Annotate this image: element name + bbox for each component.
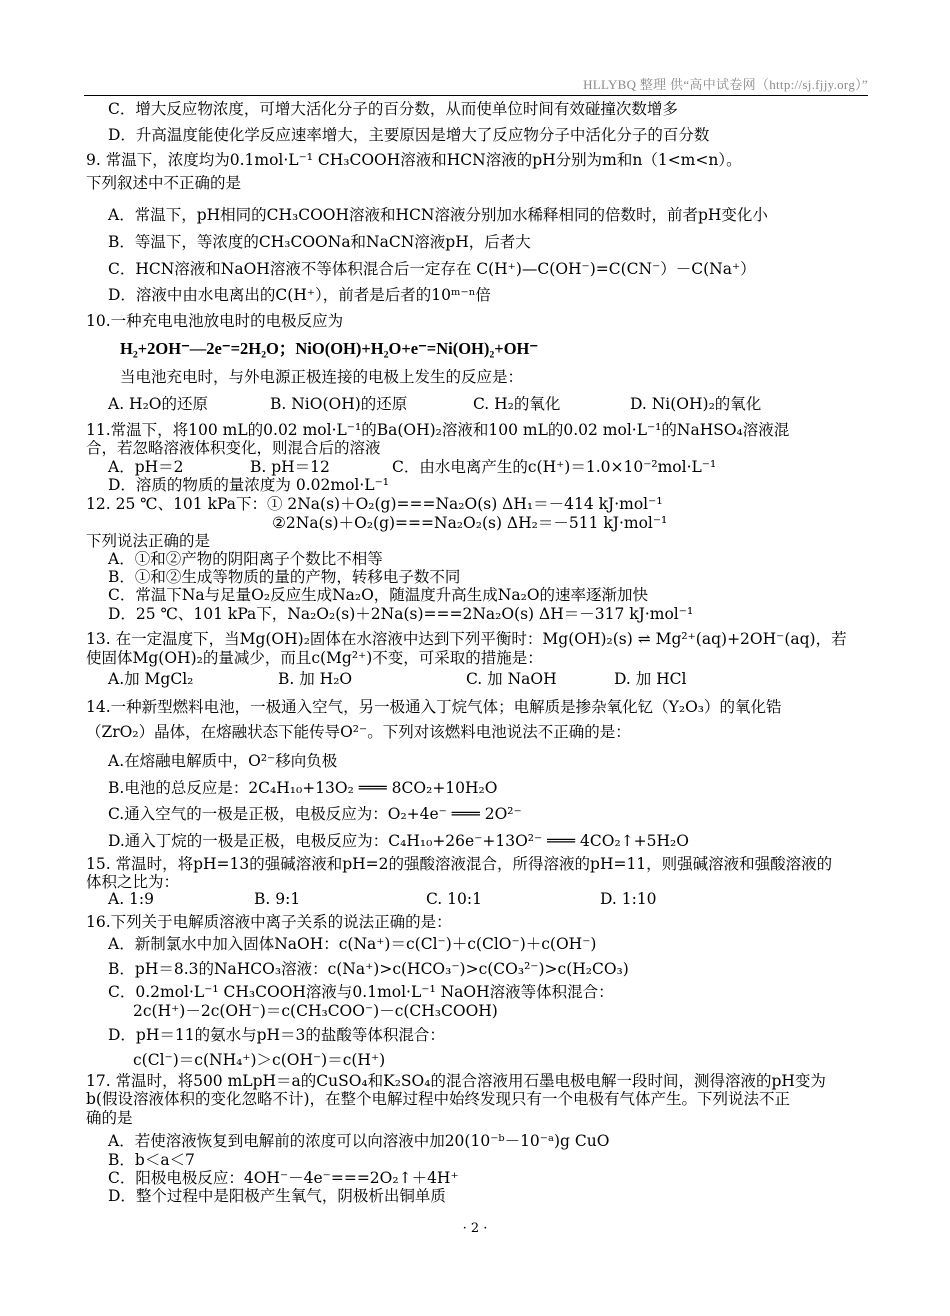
page-header: HLLYBQ 整理 供“高中试卷网（http://sj.fjjy.org）” xyxy=(583,77,868,92)
text-line: （ZrO₂）晶体，在熔融状态下能传导O²⁻。下列对该燃料电池说法不正确的是： xyxy=(86,723,631,741)
option: B. pH＝12 xyxy=(250,458,330,476)
options-q10 xyxy=(108,393,761,415)
option: C. 加 NaOH xyxy=(466,670,557,688)
question-10: 10.一种充电电池放电时的电极反应为 xyxy=(86,312,344,330)
option-line: D．25 ℃、101 kPa下，Na₂O₂(s)＋2Na(s)===2Na₂O(s) ΔH＝－317 kJ·mol⁻¹ xyxy=(108,605,694,623)
question-9: 9. 常温下，浓度均为0.1mol·L⁻¹ CH₃COOH溶液和HCN溶液的pH分别为m和n（1<m<n）。 xyxy=(86,151,742,169)
text-line: 下列说法正确的是 xyxy=(86,532,211,550)
question-14: 14.一种新型燃料电池，一极通入空气，另一极通入丁烷气体；电解质是掺杂氧化钇（Y₂O₃）的氧化锆 xyxy=(86,698,782,716)
question-16: 16.下列关于电解质溶液中离子关系的说法正确的是： xyxy=(86,913,452,931)
text-line: C．增大反应物浓度，可增大活化分子的百分数，从而使单位时间有效碰撞次数增多 xyxy=(108,100,678,118)
options-q15 xyxy=(108,888,657,910)
header-rule xyxy=(84,95,868,96)
option-line: C．HCN溶液和NaOH溶液不等体积混合后一定存在 C(H⁺)—C(OH⁻)=C(CN⁻）－C(Na⁺） xyxy=(108,260,756,278)
question-15: 15. 常温时，将pH=13的强碱溶液和pH=2的强酸溶液混合，所得溶液的pH=11，则强碱溶液和强酸溶液的 xyxy=(86,855,833,873)
option: B. NiO(OH)的还原 xyxy=(270,395,408,413)
text-line: 合，若忽略溶液体积变化，则混合后的溶液 xyxy=(86,439,381,457)
option: A.加 MgCl₂ xyxy=(108,670,194,688)
option-line: C．0.2mol·L⁻¹ CH₃COOH溶液与0.1mol·L⁻¹ NaOH溶液等体积混合： xyxy=(108,983,614,1001)
option-line: A．①和②产物的阴阳离子个数比不相等 xyxy=(108,550,383,568)
equation-line: 2c(H⁺)－2c(OH⁻)＝c(CH₃COO⁻)－c(CH₃COOH) xyxy=(133,1002,498,1020)
text-line: D．升高温度能使化学反应速率增大，主要原因是增大了反应物分子中活化分子的百分数 xyxy=(108,126,710,144)
option: C. H₂的氧化 xyxy=(473,395,561,413)
option-line: A.在熔融电解质中，O²⁻移向负极 xyxy=(108,752,338,770)
equation-line: c(Cl⁻)＝c(NH₄⁺)＞c(OH⁻)＝c(H⁺) xyxy=(133,1051,386,1069)
option: B. 9:1 xyxy=(254,890,301,908)
option: A．pH＝2 xyxy=(108,458,184,476)
text-line: b(假设溶液体积的变化忽略不计)，在整个电解过程中始终发现只有一个电极有气体产生。下列说法不正 xyxy=(86,1090,791,1108)
option-line: A．新制氯水中加入固体NaOH：c(Na⁺)＝c(Cl⁻)＋c(ClO⁻)＋c(OH⁻) xyxy=(108,935,597,953)
option-line: D．溶液中由水电离出的C(H⁺），前者是后者的10ᵐ⁻ⁿ倍 xyxy=(108,286,491,304)
question-11: 11.常温下，将100 mL的0.02 mol·L⁻¹的Ba(OH)₂溶液和100 mL的0.02 mol·L⁻¹的NaHSO₄溶液混 xyxy=(86,421,790,439)
equation-line: H₂+2OH⁻—2e⁻=2H₂O；NiO(OH)+H₂O+e⁻=Ni(OH)₂+OH⁻ xyxy=(120,339,539,358)
option: D. 加 HCl xyxy=(614,670,687,688)
option-line: B．①和②生成等物质的量的产物，转移电子数不同 xyxy=(108,568,461,586)
option-line: D．pH＝11的氨水与pH＝3的盐酸等体积混合： xyxy=(108,1026,445,1044)
option-line: D．溶质的物质的量浓度为 0.02mol·L⁻¹ xyxy=(108,476,389,494)
option: A. H₂O的还原 xyxy=(108,395,208,413)
text-line: 体积之比为： xyxy=(86,873,180,891)
text-line: 下列叙述中不正确的是 xyxy=(86,174,242,192)
equation-line: ②2Na(s)＋O₂(g)===Na₂O₂(s) ΔH₂＝－511 kJ·mol⁻¹ xyxy=(272,514,668,532)
option-line: B.电池的总反应是：2C₄H₁₀+13O₂ ═══ 8CO₂+10H₂O xyxy=(108,779,498,797)
option: D. Ni(OH)₂的氧化 xyxy=(630,395,762,413)
option: B. 加 H₂O xyxy=(278,670,353,688)
options-q13 xyxy=(108,668,687,690)
option-line: C．常温下Na与足量O₂反应生成Na₂O，随温度升高生成Na₂O的速率逐渐加快 xyxy=(108,586,649,604)
question-13: 13. 在一定温度下，当Mg(OH)₂固体在水溶液中达到下列平衡时：Mg(OH)₂(s) ⇌ Mg²⁺(aq)+2OH⁻(aq)，若 xyxy=(86,630,847,648)
option-line: B．pH＝8.3的NaHCO₃溶液：c(Na⁺)>c(HCO₃⁻)>c(CO₃²⁻)>c(H₂CO₃) xyxy=(108,960,629,978)
option: C．由水电离产生的c(H⁺)＝1.0×10⁻²mol·L⁻¹ xyxy=(392,458,717,476)
option-line: B．等温下，等浓度的CH₃COONa和NaCN溶液pH，后者大 xyxy=(108,233,531,251)
option: D. 1:10 xyxy=(600,890,657,908)
option-line: C．阳极电极反应：4OH⁻－4e⁻===2O₂↑＋4H⁺ xyxy=(108,1169,459,1187)
page-number: · 2 · xyxy=(462,1221,488,1236)
text-line: 当电池充电时，与外电源正极连接的电极上发生的反应是： xyxy=(120,368,524,386)
option: A. 1:9 xyxy=(108,890,154,908)
option-line: A．若使溶液恢复到电解前的浓度可以向溶液中加20(10⁻ᵇ－10⁻ᵃ)g CuO xyxy=(108,1132,610,1150)
option-line: D．整个过程中是阳极产生氧气，阴极析出铜单质 xyxy=(108,1187,446,1205)
option-line: D.通入丁烷的一极是正极，电极反应为：C₄H₁₀+26e⁻+13O²⁻ ═══ 4CO₂↑+5H₂O xyxy=(108,832,689,850)
text-line: 确的是 xyxy=(86,1109,133,1127)
option-line: C.通入空气的一极是正极，电极反应为：O₂+4e⁻ ═══ 2O²⁻ xyxy=(108,805,522,823)
option: C. 10:1 xyxy=(426,890,482,908)
option-line: A．常温下，pH相同的CH₃COOH溶液和HCN溶液分别加水稀释相同的倍数时，前者pH变化小 xyxy=(108,206,768,224)
question-12: 12. 25 ℃、101 kPa下：① 2Na(s)＋O₂(g)===Na₂O(s) ΔH₁＝－414 kJ·mol⁻¹ xyxy=(86,495,663,513)
question-17: 17. 常温时，将500 mLpH＝a的CuSO₄和K₂SO₄的混合溶液用石墨电极电解一段时间，测得溶液的pH变为 xyxy=(86,1072,826,1090)
text-line: 使固体Mg(OH)₂的量减少，而且c(Mg²⁺)不变，可采取的措施是： xyxy=(86,649,543,667)
option-line: B．b＜a＜7 xyxy=(108,1151,195,1169)
